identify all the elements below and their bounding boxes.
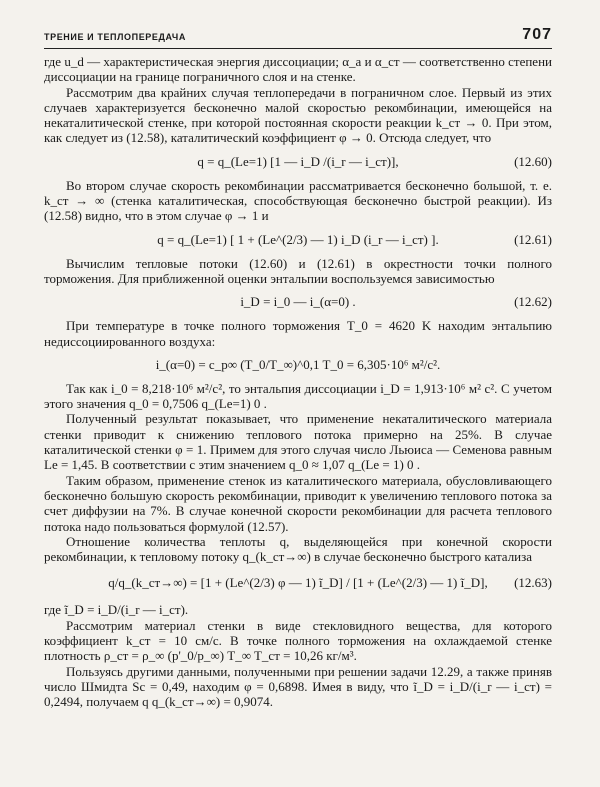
- paragraph-9: Отношение количества теплоты q, выделяющейся при конечной скорости рекомбинации, к тепловому потоку q_(k_ст→∞) в случае бесконечно быстрого катализа: [44, 533, 552, 565]
- equation-12-62: [44, 288, 552, 316]
- equation-12-63: [44, 566, 552, 600]
- paragraph-7: Полученный результат показывает, что применение некаталитического материала стенки приводит к снижению теплового потока примерно на 25%. В случае каталитической стенки φ = 1. Примем для этого случая число Льюиса — Семенова равным Le = 1,45. В соответствии с этим значением q_0 ≈ 1,07 q_(Le = 1) 0 .: [44, 411, 552, 473]
- equation-enthalpy: [44, 351, 552, 379]
- equation-expression: q/q_(k_ст→∞) = [1 + (Le^(2/3) φ — 1) ĩ_D] / [1 + (Le^(2/3) — 1) ĩ_D],: [108, 575, 488, 591]
- paragraph-2: Рассмотрим два крайних случая теплопередачи в пограничном слое. Первый из этих случаев характеризуется бесконечно малой скоростью рекомбинации, имеющейся на некаталитической стенке, при которой постоянная скорости реакции k_ст → 0. При этом, как следует из (12.58), каталитический коэффициент φ → 0. Отсюда следует, что: [44, 84, 552, 146]
- page-body: [44, 54, 552, 710]
- paragraph-1: где u_d — характеристическая энергия диссоциации; α_а и α_ст — соответственно степени диссоциации на границе пограничного слоя и на стенке.: [44, 54, 552, 85]
- paragraph-6: Так как i_0 = 8,218·10⁶ м²/с², то энтальпия диссоциации i_D = 1,913·10⁶ м² с². С учетом этого значения q_0 = 0,7506 q_(Le=1) 0 .: [44, 380, 552, 412]
- paragraph-8: Таким образом, применение стенок из каталитического материала, обусловливающего бесконечно большую скорость рекомбинации, приводит к увеличению теплового потока за счет диффузии на 7%. В случае конечной скорости рекомбинации для расчета теплового потока надо пользоваться формулой (12.57).: [44, 472, 552, 534]
- equation-number: (12.60): [514, 153, 552, 169]
- paragraph-5: При температуре в точке полного торможения T_0 = 4620 K находим энтальпию недиссоциированного воздуха:: [44, 318, 552, 349]
- equation-12-60: [44, 148, 552, 176]
- equation-expression: i_(α=0) = c_p∞ (T_0/T_∞)^0,1 T_0 = 6,305·10⁶ м²/с².: [155, 356, 441, 372]
- equation-expression: q = q_(Le=1) [1 — i_D /(i_r — i_ст)],: [197, 153, 399, 169]
- equation-expression: i_D = i_0 — i_(α=0) .: [240, 294, 356, 310]
- paragraph-11: Рассмотрим материал стенки в виде стекловидного вещества, для которого коэффициент k_ст = 10 см/с. В точке полного торможения на охлаждаемой стенке плотность ρ_ст = ρ_∞ (p'_0/p_∞) T_∞ T_ст = 10,26 кг/м³.: [44, 617, 552, 664]
- equation-number: (12.61): [514, 231, 552, 247]
- equation-12-61: [44, 226, 552, 254]
- paragraph-3: Во втором случае скорость рекомбинации рассматривается бесконечно большой, т. е. k_ст → ∞ (стенка каталитическая, способствующая бесконечно быстрой реакции). Из (12.58) видно, что в этом случае φ → 1 и: [44, 177, 552, 224]
- equation-number: (12.63): [514, 575, 552, 591]
- equation-number: (12.62): [514, 294, 552, 310]
- equation-expression: q = q_(Le=1) [ 1 + (Le^(2/3) — 1) i_D (i_r — i_ст) ].: [157, 231, 439, 247]
- paragraph-12: Пользуясь другими данными, полученными при решении задачи 12.29, а также приняв число Шмидта Sc = 0,49, находим φ = 0,6898. Имея в виду, что ĩ_D = i_D/(i_r — i_ст) = 0,2494, получаем q q_(k_ст→∞) = 0,9074.: [44, 663, 552, 710]
- paragraph-4: Вычислим тепловые потоки (12.60) и (12.61) в окрестности точки полного торможения. Для приближенной оценки энтальпии воспользуемся зависимостью: [44, 255, 552, 286]
- paragraph-10: где ĩ_D = i_D/(i_r — i_ст).: [44, 602, 189, 618]
- header-title: ТРЕНИЕ И ТЕПЛОПЕРЕДАЧА: [44, 32, 186, 42]
- running-header: [44, 24, 552, 49]
- page-number: 707: [522, 26, 552, 43]
